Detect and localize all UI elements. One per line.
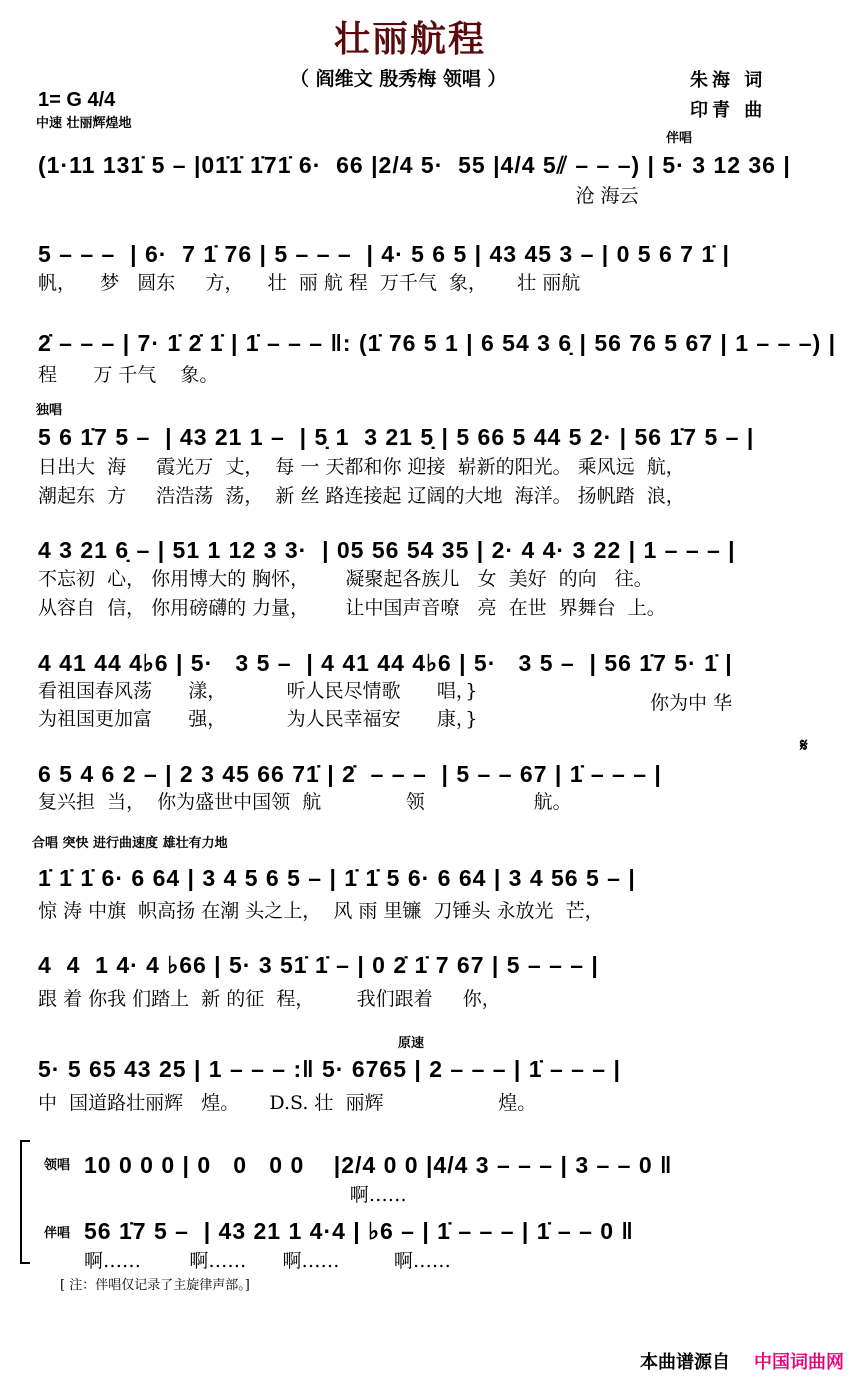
notation-lead: 10 0 0 0 | 0 0 0 0 |2/4 0 0 |4/4 3 – – – | 3 – – 0 ‖ xyxy=(84,1152,673,1178)
notation-line-4: 5 6 1̇7 5 – | 43 21 1 – | 5̣ 1 3 21 5̣ | 5 66 5 44 5 2· | 56 1̇7 5 – | xyxy=(38,424,755,450)
lyric-line-8: 惊 涛 中旗 帜高扬 在潮 头之上， 风 雨 里镰 刀锤头 永放光 芒， xyxy=(38,900,604,922)
notation-line-7: 6 5 4 6 2 – | 2 3 45 66 71̇ | 2̇ – – – | 5 – – 67 | 1̇ – – – | xyxy=(38,761,662,787)
lyric-line-3: 程 万 千气 象。 xyxy=(38,364,219,386)
orig-tempo-mark: 原速 xyxy=(398,1036,425,1051)
lyric-line-9: 跟 着 你我 们踏上 新 的征 程， 我们跟着 你， xyxy=(38,988,501,1010)
singers: （ 阎维文 殷秀梅 领唱 ） xyxy=(290,68,507,90)
notation-backing: 56 1̇7 5 – | 43 21 1 4·4 | ♭6 – | 1̇ – – – | 1̇ – – 0 ‖ xyxy=(84,1218,634,1244)
notation-line-2: 5 – – – | 6· 7 1̇ 76 | 5 – – – | 4· 5 6 5 | 43 45 3 – | 0 5 6 7 1̇ | xyxy=(38,241,730,267)
lyricist: 朱海 词 xyxy=(690,70,767,91)
composer: 印青 曲 xyxy=(690,100,767,121)
notation-line-6: 4 41 44 4♭6 | 5· 3 5 – | 4 41 44 4♭6 | 5· 3 5 – | 56 1̇7 5· 1̇ | xyxy=(38,650,733,676)
accomp-mark: 伴唱 xyxy=(666,131,693,146)
tempo-marking: 中速 壮丽辉煌地 xyxy=(36,116,132,131)
system-bracket xyxy=(20,1140,30,1264)
notation-line-8: 1̇ 1̇ 1̇ 6· 6 64 | 3 4 5 6 5 – | 1̇ 1̇ 5 6· 6 64 | 3 4 56 5 – | xyxy=(38,865,636,891)
lyric-line-4a: 日出大 海 霞光万 丈， 每 一 天都和你 迎接 崭新的阳光。 乘风远 航， xyxy=(38,456,685,478)
notation-line-5: 4 3 21 6̣ – | 51 1 12 3 3· | 05 56 54 35 | 2· 4 4· 3 22 | 1 – – – | xyxy=(38,537,736,563)
lyric-line-4b: 潮起东 方 浩浩荡 荡， 新 丝 路连接起 辽阔的大地 海洋。 扬帆踏 浪， xyxy=(38,485,685,507)
footnote: [ 注：伴唱仅记录了主旋律声部。] xyxy=(60,1278,250,1293)
lyric-line-7: 复兴担 当， 你为盛世中国领 航 领 航。 xyxy=(38,791,572,813)
solo-mark: 独唱 xyxy=(36,403,63,418)
lyric-line-6a: 看祖国春风荡 漾， 听人民尽情歌 唱，} xyxy=(38,680,478,702)
backing-label: 伴唱 xyxy=(44,1226,71,1241)
lyric-line-10: 中 国道路壮丽辉 煌。 D.S. 壮 丽辉 煌。 xyxy=(38,1092,537,1114)
lyric-lead: 啊…… xyxy=(84,1184,407,1206)
lyric-line-1: 沧 海云 xyxy=(38,185,639,207)
source-label: 本曲谱源自 xyxy=(640,1352,730,1373)
notation-line-3: 2̇ – – – | 7· 1̇ 2̇ 1̇ | 1̇ – – – ‖: (1̇ 76 5 1 | 6 54 3 6̣ | 56 76 5 67 | 1 – – –) | xyxy=(38,330,837,356)
lyric-line-6b: 为祖国更加富 强， 为人民幸福安 康，} xyxy=(38,708,478,730)
notation-line-1: (1·11 131̇ 5 – |01̇1̇ 1̇71̇ 6· 66 |2/4 5· 55 |4/4 5⫽ – – –) | 5· 3 12 36 | xyxy=(38,152,791,178)
lyric-line-2: 帆， 梦 圆东 方， 壮 丽 航 程 万千气 象， 壮 丽航 xyxy=(38,272,581,294)
lyric-line-6c: 你为中 华 xyxy=(650,692,733,714)
lyric-line-5a: 不忘初 心， 你用博大的 胸怀， 凝聚起各族儿 女 美好 的向 往。 xyxy=(38,568,653,590)
key-signature: 1= G 4/4 xyxy=(38,89,116,111)
notation-line-9: 4 4 1 4· 4 ♭66 | 5· 3 51̇ 1̇ – | 0 2̇ 1̇ 7 67 | 5 – – – | xyxy=(38,952,599,978)
source-site-link[interactable]: 中国词曲网 xyxy=(754,1352,844,1373)
chorus-mark: 合唱 突快 进行曲速度 雄壮有力地 xyxy=(32,836,228,851)
song-title: 壮丽航程 xyxy=(333,19,486,60)
lyric-backing: 啊…… 啊…… 啊…… 啊…… xyxy=(84,1250,451,1272)
lyric-line-5b: 从容自 信， 你用磅礴的 力量， 让中国声音嘹 亮 在世 界舞台 上。 xyxy=(38,597,666,619)
lead-label: 领唱 xyxy=(44,1158,71,1173)
segno-icon: 𝄋 xyxy=(800,735,808,756)
notation-line-10: 5· 5 65 43 25 | 1 – – – :‖ 5· 6765 | 2 – – – | 1̇ – – – | xyxy=(38,1056,621,1082)
